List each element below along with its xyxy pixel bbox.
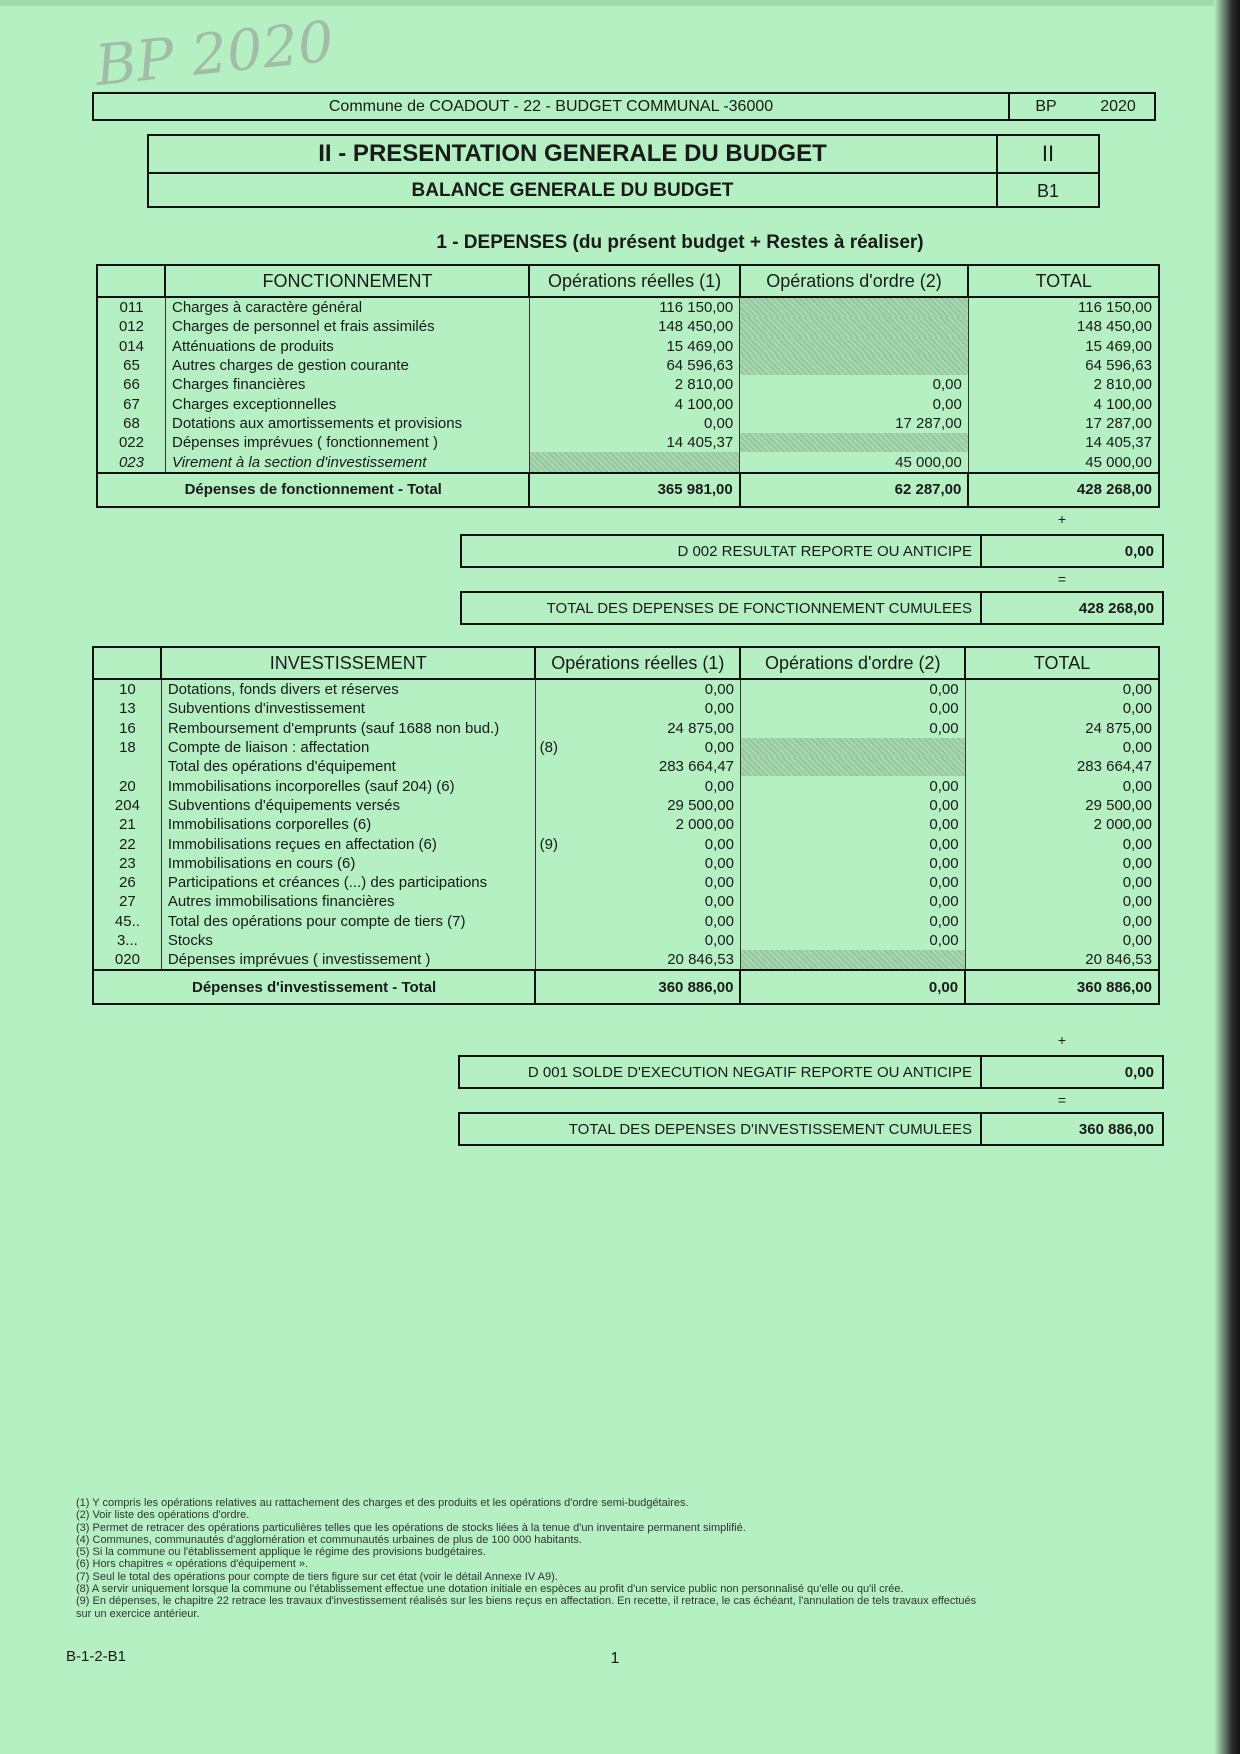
investissement-row [93,892,1159,911]
investissement-row [93,719,1159,738]
operations-reelles-value: 2 000,00 [675,816,734,834]
operations-reelles-value: 0,00 [704,739,734,757]
chapter-label: Total des opérations d'équipement [161,757,535,776]
chapter-code: 20 [93,776,161,795]
fonctionnement-row [97,452,1159,472]
chapter-code: 27 [93,892,161,911]
operations-ordre: 0,00 [740,375,969,394]
chapter-label: Subventions d'investissement [161,699,535,718]
fonctionnement-header: FONCTIONNEMENT [165,265,529,297]
chapter-label: Autres charges de gestion courante [165,356,529,375]
chapter-code: 204 [93,796,161,815]
inv-cumul-box [458,1112,1164,1146]
operations-reelles [535,738,740,757]
operations-ordre: 0,00 [740,892,965,911]
chapter-code: 26 [93,873,161,892]
operations-reelles [535,757,740,776]
chapter-code: 10 [93,679,161,699]
d002-box [460,534,1164,568]
row-total: 4 100,00 [968,394,1159,413]
chapter-label: Virement à la section d'investissement [165,452,529,472]
footnote-line: (8) A servir uniquement lorsque la commune ou l'établissement effectue une dotation initiale en espèces au profit d'un service public non personnalisé qu'elle ou qu'il crée. [76,1583,904,1596]
row-total: 0,00 [965,854,1159,873]
chapter-label: Compte de liaison : affectation [161,738,535,757]
investissement-row [93,757,1159,776]
operations-reelles-value: 0,00 [704,854,734,872]
fonctionnement-row [97,297,1159,317]
chapter-label: Stocks [161,931,535,950]
operations-reelles [535,950,740,970]
chapter-code: 012 [97,317,165,336]
row-total: 0,00 [965,679,1159,699]
operations-reelles: 4 100,00 [529,394,739,413]
fonctionnement-table [96,264,1160,508]
fonctionnement-total: 428 268,00 [968,473,1159,507]
operations-ordre: 45 000,00 [740,452,969,472]
fonctionnement-header-row [97,265,1159,297]
ordre-header: Opérations d'ordre (2) [740,647,965,679]
investissement-row [93,796,1159,815]
row-total: 0,00 [965,834,1159,853]
investissement-row [93,699,1159,718]
investissement-row [93,815,1159,834]
operations-ordre: 0,00 [740,679,965,699]
row-total: 14 405,37 [968,433,1159,452]
chapter-label: Dotations aux amortissements et provisions [165,414,529,433]
chapter-code: 020 [93,950,161,970]
reelles-header: Opérations réelles (1) [535,647,740,679]
operations-reelles-value: 29 500,00 [667,796,734,814]
investissement-row [93,679,1159,699]
row-total: 0,00 [965,892,1159,911]
footnote-line: (3) Permet de retracer des opérations particulières telles que les opérations de stocks liées à la tenue d'un inventaire permanent simplifié. [76,1521,746,1534]
commune-title: Commune de COADOUT - 22 - BUDGET COMMUNAL -36000 [94,94,1010,119]
footnote-line: (9) En dépenses, le chapitre 22 retrace les travaux d'investissement réalisés sur les biens reçus en affectation. En recette, il retrace, le cas échéant, l'annulation de tels travaux effectués [76,1595,977,1608]
code-header [97,265,165,297]
fonctionnement-row [97,337,1159,356]
fonct-equals-sign: = [1057,571,1067,587]
footnote-line: (5) Si la commune ou l'établissement applique le régime des provisions budgétaires. [76,1546,486,1559]
chapter-code: 3... [93,931,161,950]
chapter-label: Dotations, fonds divers et réserves [161,679,535,699]
operations-ordre [740,738,965,757]
operations-ordre [740,297,969,317]
footnote-line: sur un exercice antérieur. [76,1607,200,1620]
chapter-code: 16 [93,719,161,738]
row-total: 2 810,00 [968,375,1159,394]
operations-ordre: 0,00 [740,873,965,892]
row-total: 45 000,00 [968,452,1159,472]
chapter-code: 023 [97,452,165,472]
handwritten-annotation: BP 2020 [92,9,337,100]
chapter-label: Subventions d'équipements versés [161,796,535,815]
row-total: 0,00 [965,912,1159,931]
ordre-header: Opérations d'ordre (2) [740,265,969,297]
investissement-total-label: Dépenses d'investissement - Total [93,970,535,1004]
chapter-label: Charges de personnel et frais assimilés [165,317,529,336]
fonctionnement-row [97,317,1159,336]
footnote-line: (2) Voir liste des opérations d'ordre. [76,1509,250,1522]
operations-ordre: 0,00 [740,912,965,931]
inv-cumul-value: 360 886,00 [1078,1120,1154,1138]
row-total: 17 287,00 [968,414,1159,433]
fonct-plus-sign: + [1057,511,1067,527]
chapter-code: 22 [93,834,161,853]
operations-reelles-value: 0,00 [704,874,734,892]
operations-reelles: 0,00 [529,414,739,433]
investissement-total: 360 886,00 [965,970,1159,1004]
row-total: 148 450,00 [968,317,1159,336]
inv-cumul-label: TOTAL DES DEPENSES D'INVESTISSEMENT CUMULEES [460,1114,982,1144]
fonctionnement-row [97,356,1159,375]
investissement-row [93,738,1159,757]
chapter-label: Immobilisations reçues en affectation (6) [161,834,535,853]
operations-ordre: 0,00 [740,796,965,815]
operations-reelles [535,679,740,699]
operations-reelles [535,776,740,795]
chapter-label: Charges financières [165,375,529,394]
page-number: 1 [610,1650,620,1667]
operations-reelles [535,873,740,892]
title-box [147,134,1100,208]
operations-reelles: 64 596,63 [529,356,739,375]
chapter-code: 23 [93,854,161,873]
operations-reelles [535,815,740,834]
fonctionnement-total-row [97,473,1159,507]
operations-reelles-value: 0,00 [704,835,734,853]
chapter-label: Charges exceptionnelles [165,394,529,413]
row-total: 283 664,47 [965,757,1159,776]
doc-year: 2020 [1100,98,1136,115]
operations-ordre: 0,00 [740,719,965,738]
chapter-label: Total des opérations pour compte de tiers (7) [161,912,535,931]
fonctionnement-row [97,433,1159,452]
chapter-code: 022 [97,433,165,452]
investissement-row [93,834,1159,853]
fonct-cumul-label: TOTAL DES DEPENSES DE FONCTIONNEMENT CUMULEES [462,593,982,623]
row-total: 2 000,00 [965,815,1159,834]
row-total: 29 500,00 [965,796,1159,815]
d002-value: 0,00 [1124,542,1154,560]
operations-reelles-value: 20 846,53 [667,951,734,969]
operations-reelles-value: 0,00 [704,777,734,795]
row-total: 0,00 [965,873,1159,892]
operations-reelles [535,854,740,873]
investissement-header: INVESTISSEMENT [161,647,535,679]
row-total: 0,00 [965,738,1159,757]
operations-reelles [535,699,740,718]
row-total: 0,00 [965,699,1159,718]
operations-reelles-value: 0,00 [704,700,734,718]
footnote-ref: (9) [539,835,559,853]
total-header: TOTAL [968,265,1159,297]
operations-ordre: 0,00 [740,394,969,413]
chapter-label: Dépenses imprévues ( fonctionnement ) [165,433,529,452]
chapter-label: Dépenses imprévues ( investissement ) [161,950,535,970]
chapter-code: 21 [93,815,161,834]
chapter-code: 13 [93,699,161,718]
inv-plus-sign: + [1057,1032,1067,1048]
scan-right-edge [1214,0,1240,1754]
chapter-label: Charges à caractère général [165,297,529,317]
fonctionnement-row [97,414,1159,433]
operations-reelles: 116 150,00 [529,297,739,317]
operations-reelles: 2 810,00 [529,375,739,394]
operations-reelles [535,796,740,815]
chapter-label: Immobilisations en cours (6) [161,854,535,873]
code-header [93,647,161,679]
chapter-label: Immobilisations incorporelles (sauf 204) (6) [161,776,535,795]
fonctionnement-row [97,375,1159,394]
row-total: 0,00 [965,931,1159,950]
chapter-label: Immobilisations corporelles (6) [161,815,535,834]
operations-reelles [535,912,740,931]
row-total: 15 469,00 [968,337,1159,356]
chapter-label: Atténuations de produits [165,337,529,356]
page-code: B-1-2-B1 [66,1648,127,1665]
chapter-code: 18 [93,738,161,757]
reelles-header: Opérations réelles (1) [529,265,739,297]
footnote-line: (1) Y compris les opérations relatives au rattachement des charges et des produits et les opérations d'ordre semi-budgétaires. [76,1497,689,1509]
investissement-row [93,912,1159,931]
chapter-code: 45.. [93,912,161,931]
row-total: 0,00 [965,776,1159,795]
row-total: 64 596,63 [968,356,1159,375]
fonctionnement-total-label: Dépenses de fonctionnement - Total [97,473,529,507]
operations-ordre: 17 287,00 [740,414,969,433]
investissement-row [93,776,1159,795]
operations-ordre: 0,00 [740,931,965,950]
investissement-row [93,950,1159,970]
chapter-label: Participations et créances (...) des participations [161,873,535,892]
subtitle-code: B1 [1036,181,1060,201]
inv-equals-sign: = [1057,1092,1067,1108]
footnote-line: (6) Hors chapitres « opérations d'équipement ». [76,1558,309,1571]
chapter-code: 68 [97,414,165,433]
operations-reelles: 15 469,00 [529,337,739,356]
operations-reelles: 14 405,37 [529,433,739,452]
operations-ordre: 0,00 [740,815,965,834]
row-total: 116 150,00 [968,297,1159,317]
fonct-cumul-box [460,591,1164,625]
operations-ordre [740,356,969,375]
operations-reelles-value: 0,00 [704,681,734,699]
operations-reelles-value: 283 664,47 [658,758,734,776]
operations-ordre: 0,00 [740,854,965,873]
operations-reelles-value: 0,00 [704,932,734,949]
investissement-row [93,873,1159,892]
fonctionnement-total-ordre: 62 287,00 [740,473,969,507]
investissement-total-row [93,970,1159,1004]
chapter-label: Autres immobilisations financières [161,892,535,911]
investissement-row [93,854,1159,873]
footnote-line: (7) Seul le total des opérations pour compte de tiers figure sur cet état (voir le détail Annexe IV A9). [76,1570,558,1583]
d002-label: D 002 RESULTAT REPORTE OU ANTICIPE [462,536,982,566]
commune-header [92,92,1156,121]
d001-box [458,1055,1164,1089]
chapter-code: 65 [97,356,165,375]
operations-reelles [535,719,740,738]
operations-reelles-value: 0,00 [704,912,734,930]
footnote-ref: (8) [539,739,559,757]
chapter-label: Remboursement d'emprunts (sauf 1688 non bud.) [161,719,535,738]
investissement-row [93,931,1159,950]
operations-reelles [529,452,739,472]
investissement-table [92,646,1160,1005]
operations-ordre: 0,00 [740,834,965,853]
operations-ordre: 0,00 [740,699,965,718]
title-code: II [1041,141,1055,166]
operations-reelles [535,931,740,950]
footnotes [76,1497,1096,1620]
operations-ordre [740,433,969,452]
operations-ordre [740,950,965,970]
chapter-code: 014 [97,337,165,356]
operations-reelles: 148 450,00 [529,317,739,336]
total-header: TOTAL [965,647,1159,679]
chapter-code: 66 [97,375,165,394]
investissement-total-ordre: 0,00 [740,970,965,1004]
operations-ordre [740,757,965,776]
operations-ordre [740,317,969,336]
page-title: II - PRESENTATION GENERALE DU BUDGET [149,136,998,172]
operations-reelles [535,892,740,911]
doc-type: BP [1035,98,1057,115]
section-title: 1 - DEPENSES (du présent budget + Restes à réaliser) [436,232,924,253]
d001-value: 0,00 [1124,1063,1154,1081]
fonctionnement-row [97,394,1159,413]
chapter-code: 011 [97,297,165,317]
investissement-total-reelles: 360 886,00 [535,970,740,1004]
investissement-header-row [93,647,1159,679]
page-subtitle: BALANCE GENERALE DU BUDGET [149,174,998,208]
operations-reelles-value: 24 875,00 [667,719,734,737]
footnote-line: (4) Communes, communautés d'agglomération et communautés urbaines de plus de 100 000 habitants. [76,1533,582,1546]
fonct-cumul-value: 428 268,00 [1078,599,1154,617]
row-total: 24 875,00 [965,719,1159,738]
operations-ordre [740,337,969,356]
d001-label: D 001 SOLDE D'EXECUTION NEGATIF REPORTE OU ANTICIPE [460,1057,982,1087]
row-total: 20 846,53 [965,950,1159,970]
chapter-code [93,757,161,776]
fonctionnement-total-reelles: 365 981,00 [529,473,739,507]
scan-top-strip [0,0,1240,6]
operations-ordre: 0,00 [740,776,965,795]
operations-reelles-value: 0,00 [704,893,734,911]
operations-reelles [535,834,740,853]
chapter-code: 67 [97,394,165,413]
